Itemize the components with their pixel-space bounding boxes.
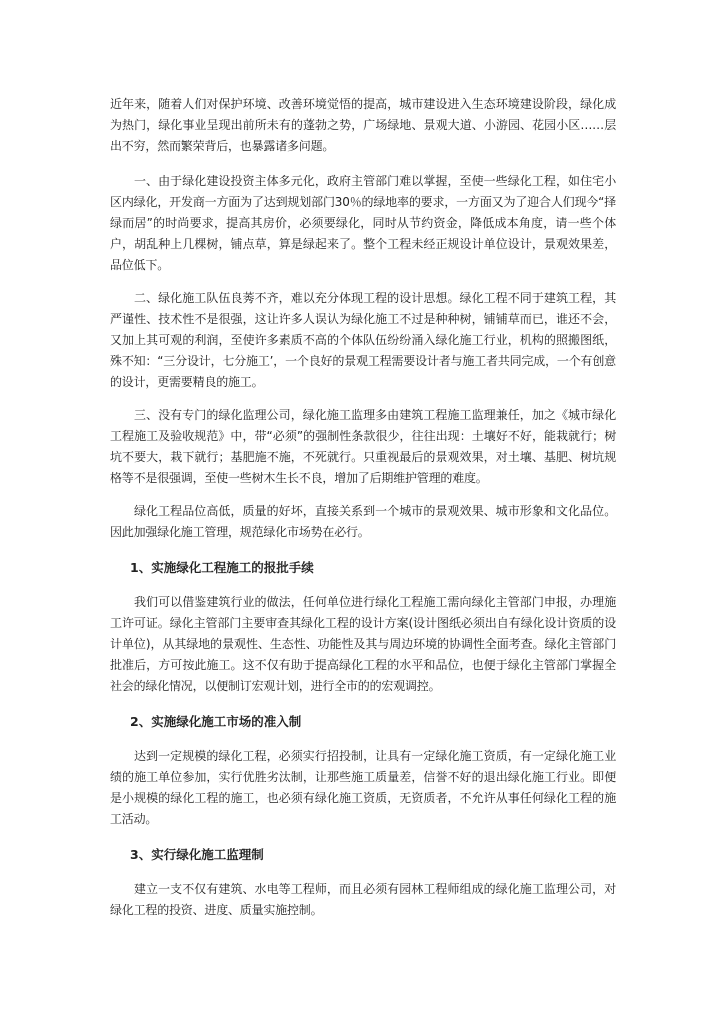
section-heading-1: 1、实施绿化工程施工的报批手续 xyxy=(130,560,314,575)
problem-three-paragraph: 三、没有专门的绿化监理公司，绿化施工监理多由建筑工程施工监理兼任，加之《城市绿化工程施工及验收规范》中，带“必须”的强制性条款很少，往往出现：土壤好不好，能栽就行；树坑不要大，栽下就行；基肥施不施，不死就行。只重视最后的景观效果，对土壤、基肥、树坑规格等不是很强调，至使一些树木生长不良，增加了后期维护管理的难度。 xyxy=(110,408,616,485)
section-2-paragraph: 达到一定规模的绿化工程，必须实行招投制，让具有一定绿化施工资质，有一定绿化施工业绩的施工单位参加，实行优胜劣汰制，让那些施工质量差，信誉不好的退出绿化施工行业。即便是小规模的绿化工程的施工，也必须有绿化施工资质，无资质者，不允许从事任何绿化工程的施工活动。 xyxy=(110,749,616,826)
intro-paragraph: 近年来，随着人们对保护环境、改善环境觉悟的提高，城市建设进入生态环境建设阶段，绿化成为热门，绿化事业呈现出前所未有的蓬勃之势，广场绿地、景观大道、小游园、花园小区……层出不穷，然而繁荣背后，也暴露诸多问题。 xyxy=(110,97,616,153)
section-1-paragraph: 我们可以借鉴建筑行业的做法，任何单位进行绿化工程施工需向绿化主管部门申报，办理施工许可证。绿化主管部门主要审查其绿化工程的设计方案(设计图纸必须出自有绿化设计资质的设计单位)，从其绿地的景观性、生态性、功能性及其与周边环境的协调性全面考查。绿化主管部门批准后，方可按此施工。这不仅有助于提高绿化工程的水平和品位，也便于绿化主管部门掌握全社会的绿化情况，以便制订宏观计划，进行全市的的宏观调控。 xyxy=(110,595,616,693)
problem-two-paragraph: 二、绿化施工队伍良莠不齐，难以充分体现工程的设计思想。绿化工程不同于建筑工程，其严谨性、技术性不是很强，这让许多人误认为绿化施工不过是种种树，铺铺草而已，谁还不会，又加上其可观的利润，至使许多素质不高的个体队伍纷纷涌入绿化施工行业，机构的照搬图纸，殊不知：“三分设计，七分施工’，一个良好的景观工程需要设计者与施工者共同完成，一个有创意的设计，更需要精良的施工。 xyxy=(110,291,616,389)
conclusion-paragraph: 绿化工程品位高低，质量的好坏，直接关系到一个城市的景观效果、城市形象和文化品位。因此加强绿化施工管理，规范绿化市场势在必行。 xyxy=(110,504,616,539)
section-heading-3: 3、实行绿化施工监理制 xyxy=(130,847,264,862)
problem-one-paragraph: 一、由于绿化建设投资主体多元化，政府主管部门难以掌握，至使一些绿化工程，如住宅小区内绿化，开发商一方面为了达到规划部门30％的绿地率的要求，一方面又为了迎合人们现今“择绿而居”的时尚要求，提高其房价，必须要绿化，同时从节约资金，降低成本角度，请一些个体户，胡乱种上几棵树，铺点草，算是绿起来了。整个工程未经正规设计单位设计，景观效果差，品位低下。 xyxy=(110,174,616,272)
document-body xyxy=(110,94,616,921)
section-3-paragraph: 建立一支不仅有建筑、水电等工程师，而且必须有园林工程师组成的绿化施工监理公司，对绿化工程的投资、进度、质量实施控制。 xyxy=(110,882,616,917)
section-heading-2: 2、实施绿化施工市场的准入制 xyxy=(130,714,302,729)
